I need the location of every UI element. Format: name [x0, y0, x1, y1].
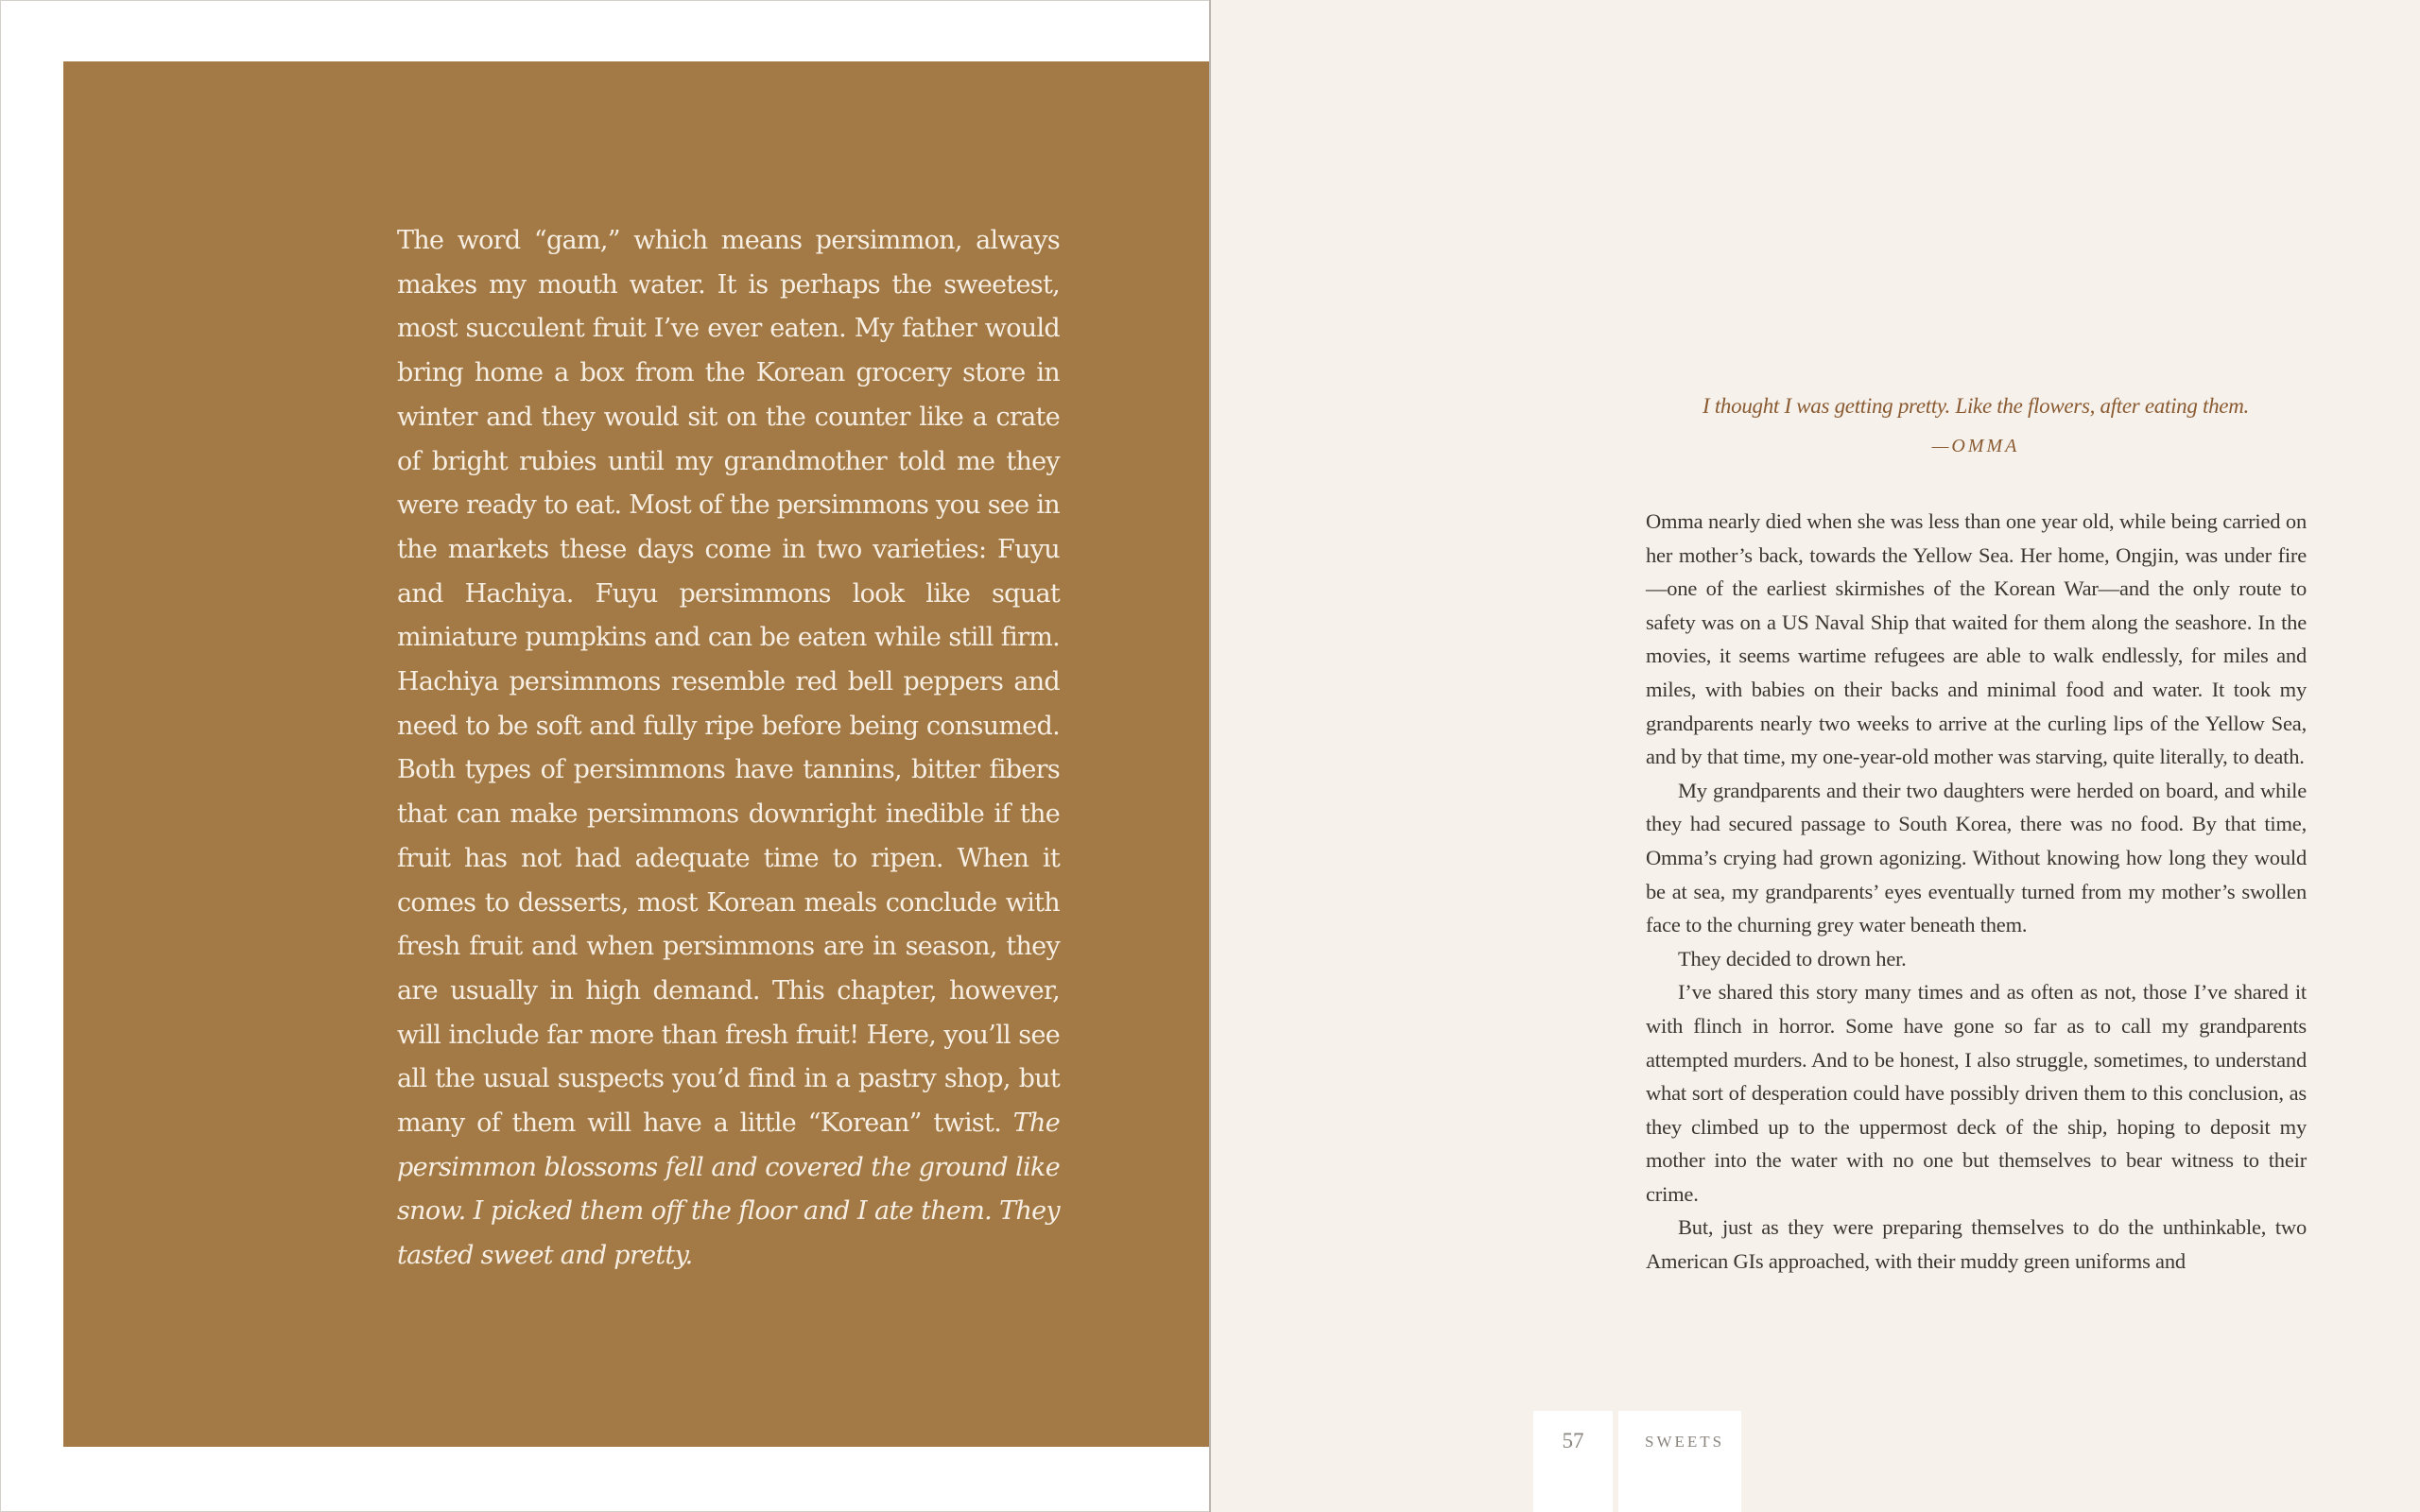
body-paragraph: But, just as they were preparing themselves to do the unthinkable, two American GIs approached, with their muddy green uniforms and [1646, 1215, 2307, 1274]
page-number: 57 [1533, 1411, 1613, 1512]
body-paragraph: My grandparents and their two daughters were herded on board, and while they had secured passage to South Korea, there was no food. By that time, Omma’s crying had grown agonizing. Without knowing how long they would be at sea, my grandparents’ eyes eventually turned from my mother’s swollen face to the churning grey water beneath them. [1646, 778, 2307, 937]
body-text [1646, 505, 2307, 1279]
body-paragraph: I’ve shared this story many times and as often as not, those I’ve shared it with flinch in horror. Some have gone so far as to call my grandparents attempted murders. And to be honest, I also struggle, sometimes, to understand what sort of desperation could have possibly driven them to this conclusion, as they climbed up to the uppermost deck of the ship, hoping to deposit my mother into the water with no one but themselves to bear witness to their crime. [1646, 980, 2307, 1206]
body-paragraph: Omma nearly died when she was less than one year old, while being carried on her mother’s back, towards the Yellow Sea. Her home, Ongjin, was under fire—one of the earliest skirmishes of the Korean War—and the only route to safety was on a US Naval Ship that waited for them along the seashore. In the movies, it seems wartime refugees are able to walk endlessly, for miles and miles, with babies on their backs and minimal food and water. It took my grandparents nearly two weeks to arrive at the curling lips of the Yellow Sea, and by that time, my one-year-old mother was starving, quite literally, to death. [1646, 509, 2307, 769]
body-paragraph: They decided to drown her. [1678, 946, 1907, 971]
intro-text-italic: The persimmon blossoms fell and covered the ground like snow. I picked them off the floor and I ate them. They tasted sweet and pretty. [397, 1108, 1060, 1271]
epigraph-attribution: —OMMA [1931, 436, 2020, 456]
chapter-intro-text [397, 219, 1060, 1279]
intro-text-roman: The word “gam,” which means persimmon, always makes my mouth water. It is perhaps the sweetest, most succulent fruit I’ve ever eaten. My father would bring home a box from the Korean grocery store in winter and they would sit on the counter like a crate of bright rubies until my grandmother told me they were ready to eat. Most of the persimmons you see in the markets these days come in two varieties: Fuyu and Hachiya. Fuyu persimmons look like squat miniature pumpkins and can be eaten while still firm. Hachiya persimmons resemble red bell peppers and need to be soft and fully ripe before being consumed. Both types of persimmons have tannins, bitter fibers that can make persimmons downright inedible if the fruit has not had adequate time to ripen. When it comes to desserts, most Korean meals conclude with fresh fruit and when persimmons are in season, they are usually in high demand. This chapter, however, will include far more than fresh fruit! Here, you’ll see all the usual suspects you’d find in a pastry shop, but many of them will have a little “Korean” twist. [397, 226, 1060, 1139]
epigraph-quote: I thought I was getting pretty. Like the flowers, after eating them. [1703, 394, 2249, 418]
running-footer-section: SWEETS [1618, 1411, 1741, 1512]
epigraph [1512, 387, 2420, 467]
